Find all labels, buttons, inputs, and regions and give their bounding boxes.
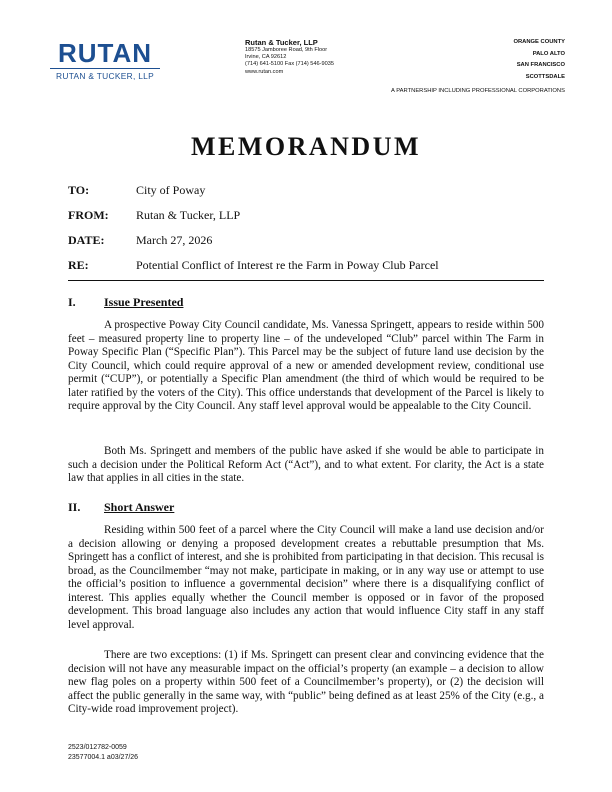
- from-value: Rutan & Tucker, LLP: [136, 208, 241, 222]
- paragraph: Both Ms. Springett and members of the public have asked if she would be able to participate in such a decision under the Political Reform Act (“Act”), and to what extent. For clarity, the Act is a state law that applies in all cities in the state.: [68, 445, 544, 484]
- memo-title: MEMORANDUM: [190, 132, 422, 161]
- document-footer: [68, 743, 138, 763]
- section-heading: [68, 295, 183, 310]
- firm-address-block: [245, 38, 334, 76]
- section-title: Short Answer: [104, 500, 175, 514]
- logo-wordmark: RUTAN: [57, 38, 153, 68]
- to-value: City of Poway: [136, 183, 206, 197]
- address-line: www.rutan.com: [245, 68, 284, 75]
- paragraph: A prospective Poway City Council candidate, Ms. Vanessa Springett, appears to reside within 500 feet – measured property line to property line – of the undeveloped “Club” parcel within The Farm in Poway Specific Plan (“Specific Plan”). This Parcel may be the subject of future land use decision by the City Council, which could require approval of a new or amended development review, conditional use permit (“CUP”), or potentially a Specific Plan amendment (the third of which would be required to be later ratified by the voters of the City). This office understands that development of the Parcel is likely to require approval by the City Council. Any staff level approval would be appealable to the City Council.: [68, 319, 544, 412]
- header-divider: [68, 280, 544, 281]
- logo-subtitle: RUTAN & TUCKER, LLP: [50, 68, 160, 81]
- paragraph: There are two exceptions: (1) if Ms. Springett can present clear and convincing evidence that the decision will not have any measurable impact on the official’s property (an example – a decision to allow new flag poles on a property within 500 feet of a Councilmember’s property), or (2) the decision will affect the public generally in the same way, with “public” being defined as at least 25% of the City (e.g., a City-wide road improvement project).: [68, 649, 544, 715]
- office-item: SCOTTSDALE: [525, 73, 565, 80]
- re-row: [68, 258, 548, 272]
- office-item: ORANGE COUNTY: [513, 39, 565, 45]
- office-item: PALO ALTO: [532, 50, 565, 57]
- firm-logo: [50, 40, 160, 81]
- firm-name: Rutan & Tucker, LLP: [245, 38, 318, 47]
- date-row: [68, 233, 548, 247]
- re-value: Potential Conflict of Interest re the Farm in Poway Club Parcel: [136, 258, 439, 272]
- footer-line: 23577004.1 a03/27/26: [68, 754, 139, 761]
- office-list: [513, 37, 565, 83]
- address-line: 18575 Jamboree Road, 9th Floor: [245, 47, 328, 53]
- address-line: (714) 641-5100 Fax (714) 546-9035: [245, 61, 334, 68]
- footer-line: 2523/012782-0059: [68, 744, 127, 751]
- section-number: II.: [68, 500, 81, 514]
- section-heading: [68, 500, 174, 515]
- date-label: DATE:: [68, 233, 105, 247]
- from-row: [68, 208, 548, 222]
- from-label: FROM:: [68, 208, 109, 222]
- re-label: RE:: [68, 258, 89, 272]
- to-label: TO:: [68, 183, 90, 197]
- address-line: Irvine, CA 92612: [245, 54, 287, 61]
- section-title: Issue Presented: [104, 295, 184, 309]
- section-number: I.: [68, 295, 76, 309]
- date-value: March 27, 2026: [136, 233, 213, 247]
- partnership-note: A PARTNERSHIP INCLUDING PROFESSIONAL CORPORATIONS: [391, 88, 565, 94]
- to-row: [68, 183, 548, 197]
- paragraph: Residing within 500 feet of a parcel where the City Council will make a land use decision and/or a decision allowing or denying a proposed development creates a rebuttable presumption that Ms. Springett has a conflict of interest, and she is prohibited from participating in that decision. This recusal is broad, as the Councilmember “may not make, participate in making, or in any way use or attempt to use the official’s position to influence a governmental decision” where there is a disqualifying conflict of interest. This applies equally whether the Council member is opposed or in favor of the proposed development. This broad language also includes any action that would influence City staff in any staff level approval.: [68, 524, 544, 631]
- office-item: SAN FRANCISCO: [516, 62, 565, 68]
